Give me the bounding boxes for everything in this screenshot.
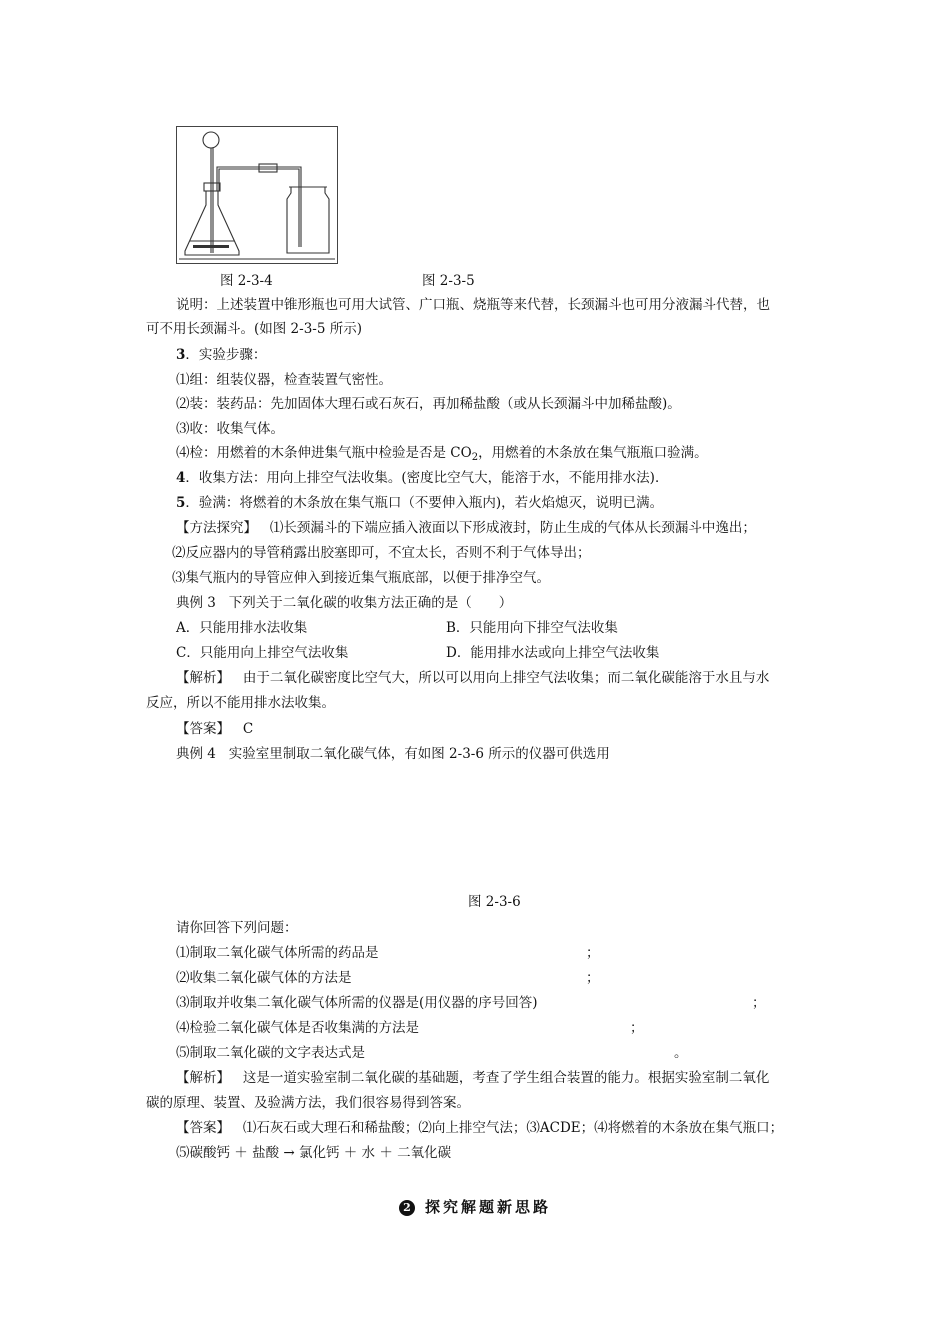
- note-line-1: 说明：上述装置中锥形瓶也可用大试管、广口瓶、烧瓶等来代替，长颈漏斗也可用分液漏斗代替，也: [176, 297, 770, 313]
- example-4-analysis-line-2: 碳的原理、装置、及验满方法，我们很容易得到答案。: [146, 1095, 470, 1111]
- example-4-answer-line-2: ⑸碳酸钙 ＋ 盐酸 → 氯化钙 ＋ 水 ＋ 二氧化碳: [176, 1145, 452, 1161]
- example-3-option-a: A．只能用排水法收集: [176, 620, 308, 636]
- stopper: [204, 183, 220, 191]
- verify-number: 5: [176, 495, 186, 511]
- collect-text: ．收集方法：用向上排空气法收集。(密度比空气大，能溶于水，不能用排水法)．: [185, 470, 669, 486]
- steps-heading: [176, 346, 266, 364]
- answer-value: C: [242, 721, 254, 737]
- section-heading: [0, 1196, 950, 1217]
- method-point-2: ⑵反应器内的导管稍露出胶塞即可，不宜太长，否则不利于气体导出；: [172, 545, 591, 561]
- step-4-rest: ，用燃着的木条放在集气瓶瓶口验满。: [478, 445, 708, 461]
- step-1: ⑴组：组装仪器，检查装置气密性。: [176, 372, 392, 388]
- step-4: [176, 444, 708, 467]
- step-3: ⑶收：收集气体。: [176, 421, 284, 437]
- example-4-q4: ⑷检验二氧化碳气体是否收集满的方法是: [176, 1020, 419, 1036]
- example-3-label: 典例 3: [176, 595, 216, 611]
- example-3-text: 下列关于二氧化碳的收集方法正确的是（ ）: [228, 595, 513, 611]
- apparatus-figure: [176, 126, 338, 264]
- example-3-analysis-line-1: [176, 669, 769, 687]
- collect-number: 4: [176, 470, 186, 486]
- example-3-option-b: B．只能用向下排空气法收集: [446, 620, 618, 636]
- verify-full: [176, 494, 663, 512]
- analysis-text: 这是一道实验室制二氧化碳的基础题，考查了学生组合装置的能力。根据实验室制二氧化: [242, 1070, 770, 1086]
- figure-caption-2-3-6: 图 2-3-6: [468, 894, 521, 910]
- step-2: ⑵装：装药品：先加固体大理石或石灰石，再加稀盐酸（或从长颈漏斗中加稀盐酸)。: [176, 396, 681, 412]
- method-line-1: [176, 519, 756, 537]
- gas-jar: [287, 187, 329, 253]
- example-3-option-c: C．只能用向上排空气法收集: [176, 645, 349, 661]
- example-4-q3: ⑶制取并收集二氧化碳气体所需的仪器是(用仪器的序号回答): [176, 995, 538, 1011]
- apparatus-drawing: [177, 127, 337, 263]
- answer-label: 【答案】: [176, 1120, 230, 1136]
- steps-heading-text: ．实验步骤：: [185, 347, 267, 363]
- figure-caption-2-3-4: 图 2-3-4: [220, 273, 273, 289]
- analysis-text: 由于二氧化碳密度比空气大，所以可以用向上排空气法收集；而二氧化碳能溶于水且与水: [242, 670, 770, 686]
- section-number-icon: 2: [399, 1200, 415, 1216]
- analysis-label: 【解析】: [176, 1070, 230, 1086]
- example-4-text: 实验室里制取二氧化碳气体，有如图 2-3-6 所示的仪器可供选用: [228, 746, 610, 762]
- method-point-1: ⑴长颈漏斗的下端应插入液面以下形成液封，防止生成的气体从长颈漏斗中逸出；: [269, 520, 756, 536]
- example-4-q2: ⑵收集二氧化碳气体的方法是: [176, 970, 352, 986]
- example-3-analysis-line-2: 反应，所以不能用排水法收集。: [146, 695, 335, 711]
- example-4-prompt: 请你回答下列问题：: [176, 920, 298, 936]
- example-4-q1-end: ；: [586, 945, 600, 961]
- example-3-question: [176, 594, 512, 612]
- example-4-answer-line-1: [176, 1119, 783, 1137]
- answer-label: 【答案】: [176, 721, 230, 737]
- steps-heading-number: 3: [176, 347, 186, 363]
- funnel-bulb: [203, 132, 219, 148]
- answer-text: ⑴石灰石或大理石和稀盐酸；⑵向上排空气法；⑶ACDE；⑷将燃着的木条放在集气瓶口；: [242, 1120, 784, 1136]
- step-4-main: ⑷检：用燃着的木条伸进集气瓶中检验是否是 CO: [176, 445, 472, 461]
- example-4-q2-end: ；: [586, 970, 600, 986]
- analysis-label: 【解析】: [176, 670, 230, 686]
- method-point-3: ⑶集气瓶内的导管应伸入到接近集气瓶底部，以便于排净空气。: [172, 570, 550, 586]
- example-4-label: 典例 4: [176, 746, 216, 762]
- figure-caption-2-3-5: 图 2-3-5: [422, 273, 475, 289]
- note-line-2: 可不用长颈漏斗。(如图 2-3-5 所示): [146, 321, 363, 337]
- collect-method: [176, 469, 668, 487]
- example-4-q5: ⑸制取二氧化碳的文字表达式是: [176, 1045, 365, 1061]
- example-4-q5-end: 。: [674, 1045, 688, 1061]
- example-4-question: [176, 745, 610, 763]
- section-title: 探究解题新思路: [424, 1198, 551, 1216]
- example-4-q3-end: ；: [752, 995, 766, 1011]
- verify-text: ．验满：将燃着的木条放在集气瓶口（不要伸入瓶内)，若火焰熄灭，说明已满。: [185, 495, 664, 511]
- example-3-answer: [176, 720, 253, 738]
- example-4-q1: ⑴制取二氧化碳气体所需的药品是: [176, 945, 379, 961]
- example-3-option-d: D．能用排水法或向上排空气法收集: [446, 645, 660, 661]
- example-4-q4-end: ；: [630, 1020, 644, 1036]
- example-4-analysis-line-1: [176, 1069, 769, 1087]
- method-label: 【方法探究】: [176, 520, 257, 536]
- step-4-subscript: 2: [471, 452, 479, 463]
